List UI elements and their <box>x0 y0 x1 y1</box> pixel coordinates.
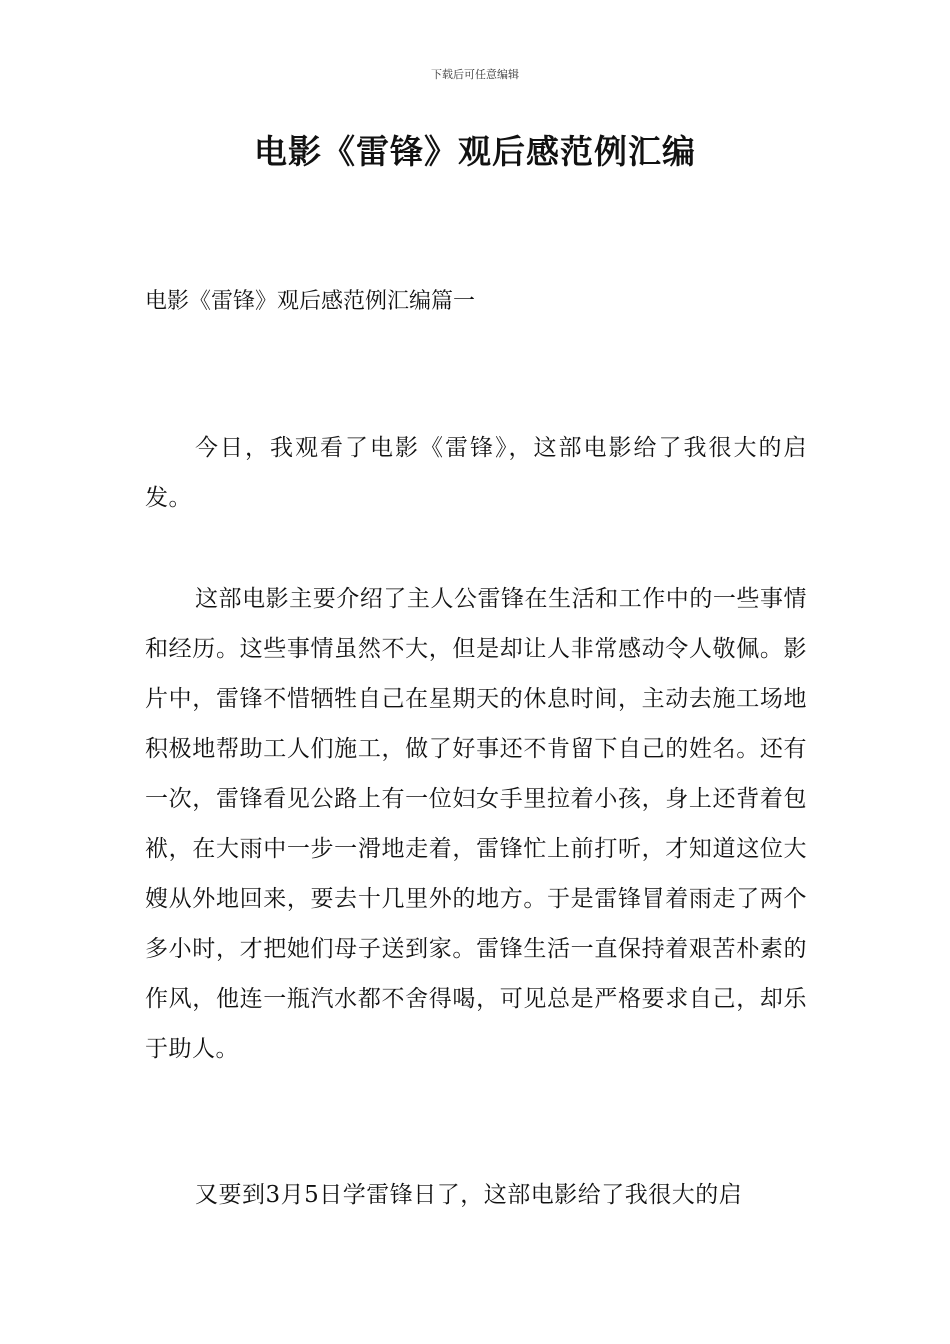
paragraph-2: 这部电影主要介绍了主人公雷锋在生活和工作中的一些事情和经历。这些事情虽然不大，但是却让人非常感动令人敬佩。影片中，雷锋不惜牺牲自己在星期天的休息时间，主动去施工场地积极地帮助工人们施工，做了好事还不肯留下自己的姓名。还有一次，雷锋看见公路上有一位妇女手里拉着小孩，身上还背着包袱，在大雨中一步一滑地走着，雷锋忙上前打听，才知道这位大嫂从外地回来，要去十几里外的地方。于是雷锋冒着雨走了两个多小时，才把她们母子送到家。雷锋生活一直保持着艰苦朴素的作风，他连一瓶汽水都不舍得喝，可见总是严格要求自己，却乐于助人。 <box>145 586 807 1062</box>
paragraph-3: 又要到3月5日学雷锋日了，这部电影给了我很大的启 <box>195 1182 743 1208</box>
paragraph-1: 今日，我观看了电影《雷锋》，这部电影给了我很大的启发。 <box>145 435 807 511</box>
document-title: 电影《雷锋》观后感范例汇编 <box>254 132 696 171</box>
header-note: 下载后可任意编辑 <box>431 68 519 81</box>
section-heading: 电影《雷锋》观后感范例汇编篇一 <box>145 289 476 314</box>
